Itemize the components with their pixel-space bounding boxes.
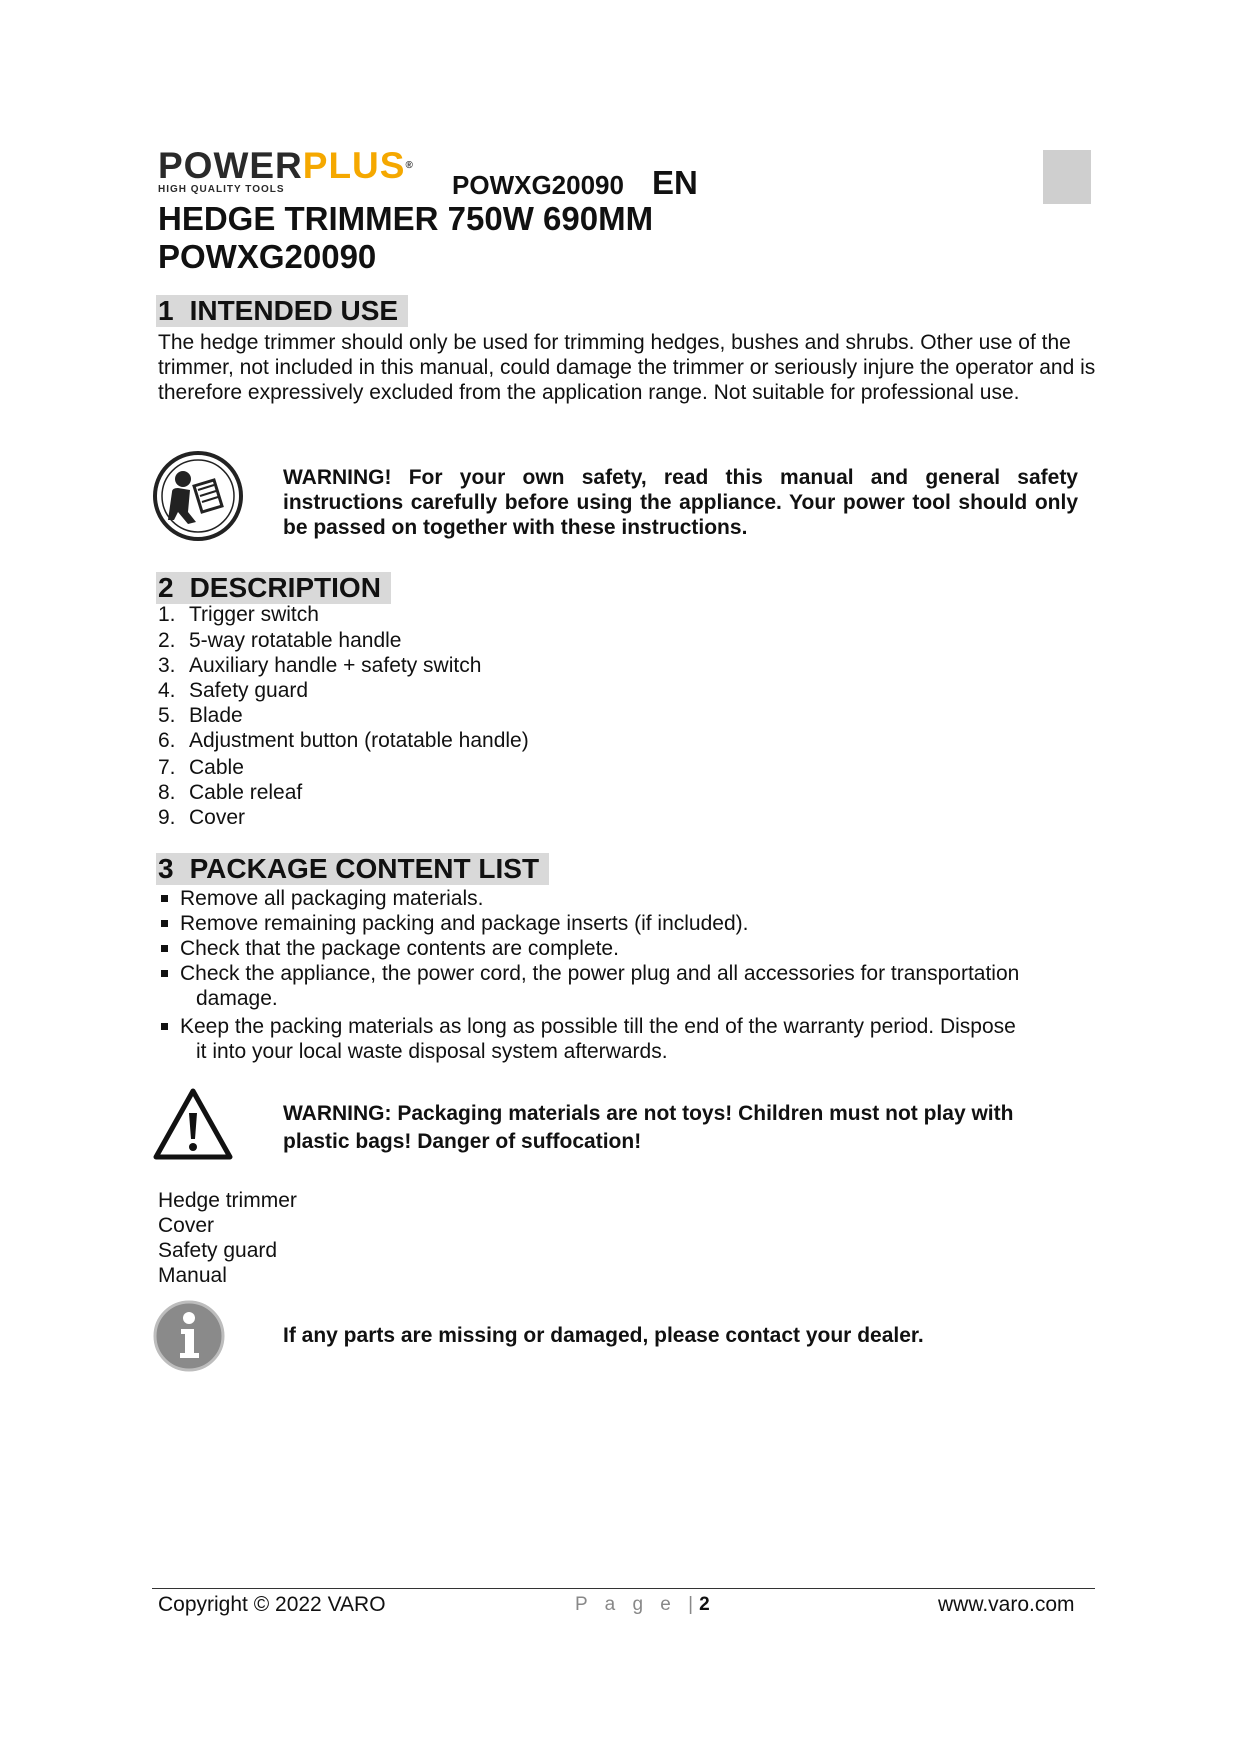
footer-divider bbox=[152, 1588, 1095, 1589]
warning-triangle-icon bbox=[152, 1087, 234, 1161]
intended-use-text: The hedge trimmer should only be used for trimming hedges, bushes and shrubs. Other use of the trimmer, not included in this manual, could damage the trimmer or seriously injure the operator and is therefore expressively excluded from the application range. Not suitable for professional use. bbox=[158, 331, 1096, 404]
list-item: 6. Adjustment button (rotatable handle) bbox=[158, 729, 529, 752]
logo-power-text: POWER bbox=[158, 145, 303, 186]
package-instructions-list bbox=[158, 886, 1019, 1064]
package-contents-list bbox=[158, 1188, 297, 1288]
section-title: PACKAGE CONTENT LIST bbox=[189, 853, 540, 884]
section-title: INTENDED USE bbox=[189, 295, 399, 326]
logo-tagline: HIGH QUALITY TOOLS bbox=[158, 184, 285, 195]
page-indicator bbox=[575, 1594, 710, 1616]
list-item: Hedge trimmer bbox=[158, 1189, 297, 1212]
model-number-header: POWXG20090 bbox=[452, 170, 624, 200]
list-item: Remove all packaging materials. bbox=[158, 886, 1019, 911]
logo-registered-mark: ® bbox=[405, 160, 414, 171]
list-item: Manual bbox=[158, 1264, 227, 1287]
corner-marker bbox=[1043, 150, 1091, 204]
missing-parts-notice: If any parts are missing or damaged, please contact your dealer. bbox=[283, 1324, 924, 1347]
page-number: 2 bbox=[699, 1594, 710, 1615]
list-item: Cover bbox=[158, 1214, 215, 1237]
info-icon bbox=[152, 1299, 226, 1373]
list-item: 3. Auxiliary handle + safety switch bbox=[158, 654, 482, 677]
page-label: P a g e bbox=[575, 1594, 677, 1615]
logo-plus-text: PLUS bbox=[302, 145, 406, 186]
list-item: 9. Cover bbox=[158, 806, 246, 829]
product-code-title: POWXG20090 bbox=[158, 238, 377, 275]
section-heading-package-content bbox=[156, 853, 549, 885]
section-number: 2 bbox=[158, 572, 174, 603]
read-manual-icon bbox=[152, 450, 244, 542]
website-link[interactable]: www.varo.com bbox=[938, 1593, 1075, 1616]
list-item: Check the appliance, the power cord, the power plug and all accessories for transportation damage. bbox=[158, 961, 1019, 1011]
list-item: Check that the package contents are complete. bbox=[158, 936, 1019, 961]
section-heading-description bbox=[156, 572, 391, 604]
safety-warning-text: WARNING! For your own safety, read this manual and general safety instructions carefully before using the appliance. Your power tool should only be passed on together with these instructions. bbox=[283, 466, 1078, 539]
logo-wordmark bbox=[158, 146, 414, 186]
section-title: DESCRIPTION bbox=[189, 572, 381, 603]
section-heading-intended-use bbox=[156, 295, 408, 327]
description-list bbox=[158, 603, 529, 831]
language-code: EN bbox=[652, 164, 698, 201]
list-item: 1. Trigger switch bbox=[158, 603, 319, 626]
list-item: Safety guard bbox=[158, 1239, 278, 1262]
list-item: Keep the packing materials as long as possible till the end of the warranty period. Dispose it into your local waste disposal system afterwards. bbox=[158, 1014, 1019, 1064]
list-item: 2. 5-way rotatable handle bbox=[158, 629, 402, 652]
product-title: HEDGE TRIMMER 750W 690MM bbox=[158, 200, 654, 237]
list-item: Remove remaining packing and package inserts (if included). bbox=[158, 911, 1019, 936]
page-separator: | bbox=[688, 1594, 700, 1615]
list-item: 4. Safety guard bbox=[158, 679, 309, 702]
list-item: 8. Cable releaf bbox=[158, 781, 303, 804]
section-number: 1 bbox=[158, 295, 174, 326]
section-number: 3 bbox=[158, 853, 174, 884]
list-item: 5. Blade bbox=[158, 704, 243, 727]
copyright-text: Copyright © 2022 VARO bbox=[158, 1593, 386, 1616]
powerplus-logo bbox=[158, 145, 433, 196]
packaging-warning-text: WARNING: Packaging materials are not toys! Children must not play with plastic bags! Danger of suffocation! bbox=[283, 1102, 1014, 1153]
list-item: 7. Cable bbox=[158, 756, 244, 779]
